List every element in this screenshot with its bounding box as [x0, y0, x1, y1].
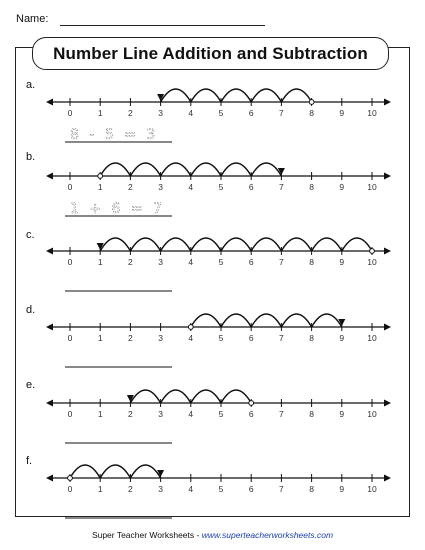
tick-label: 6: [248, 409, 254, 419]
axis-arrow-left: [46, 99, 53, 106]
hop-arc: [161, 89, 191, 102]
axis-arrow-left: [46, 400, 53, 407]
problem-letter: e.: [26, 379, 36, 391]
tick-label: 3: [158, 108, 163, 118]
hop-arc: [281, 238, 311, 251]
tick-label: 3: [158, 484, 163, 494]
tick-label: 1: [97, 182, 103, 192]
tick-label: 2: [128, 108, 133, 118]
tick-label: 8: [309, 333, 314, 343]
tick-label: 4: [188, 333, 194, 343]
tick-label: 0: [67, 409, 73, 419]
tick-label: 4: [188, 108, 194, 118]
tick-label: 4: [188, 257, 194, 267]
tick-label: 3: [158, 182, 163, 192]
tick-label: 2: [128, 257, 133, 267]
axis-arrow-right: [384, 99, 391, 106]
tick-label: 4: [188, 484, 194, 494]
tick-label: 6: [248, 484, 254, 494]
hop-arc: [312, 238, 342, 251]
hop-arc: [161, 163, 191, 176]
tick-label: 9: [339, 409, 345, 419]
footer-text: Super Teacher Worksheets -: [91, 530, 202, 540]
tick-label: 2: [128, 484, 133, 494]
problem-letter: a.: [26, 79, 36, 91]
tick-label: 3: [158, 409, 163, 419]
tick-label: 5: [218, 333, 224, 343]
hop-arc: [130, 390, 160, 403]
axis-arrow-left: [46, 475, 53, 482]
problem-letter: f.: [26, 455, 33, 467]
axis-arrow-right: [384, 324, 391, 331]
tick-label: 6: [248, 182, 254, 192]
tick-label: 10: [367, 108, 377, 118]
tick-label: 6: [248, 108, 254, 118]
hop-arc: [342, 238, 372, 251]
tick-label: 10: [367, 333, 377, 343]
axis-arrow-right: [384, 248, 391, 255]
hop-arc: [100, 163, 130, 176]
tick-label: 10: [367, 409, 377, 419]
hop-arc: [191, 163, 221, 176]
tick-label: 5: [218, 108, 224, 118]
hop-arc: [281, 314, 311, 327]
hop-arc: [161, 238, 191, 251]
hop-arc: [161, 390, 191, 403]
tick-label: 7: [279, 484, 284, 494]
tick-label: 6: [248, 257, 254, 267]
tick-label: 3: [158, 257, 163, 267]
start-dot: [249, 401, 254, 406]
hop-arc: [130, 465, 160, 478]
tick-label: 5: [218, 257, 224, 267]
hop-arc: [221, 314, 251, 327]
hop-arc: [281, 89, 311, 102]
tick-label: 2: [128, 409, 133, 419]
tick-label: 7: [279, 333, 284, 343]
tick-label: 1: [97, 108, 103, 118]
tick-label: 8: [309, 484, 314, 494]
tick-label: 8: [309, 409, 314, 419]
tick-label: 10: [367, 182, 377, 192]
axis-arrow-right: [384, 400, 391, 407]
tick-label: 9: [339, 257, 345, 267]
problem-letter: d.: [26, 304, 36, 316]
hop-arc: [221, 390, 251, 403]
footer: [0, 530, 425, 540]
start-dot: [98, 174, 103, 179]
tick-label: 2: [128, 333, 133, 343]
hop-arc: [221, 89, 251, 102]
hop-arc: [251, 89, 281, 102]
problem-letter: b.: [26, 151, 36, 163]
axis-arrow-left: [46, 248, 53, 255]
start-dot: [188, 325, 193, 330]
tick-label: 1: [97, 409, 103, 419]
tick-label: 7: [279, 182, 284, 192]
worksheet-title: Number Line Addition and Subtraction: [32, 37, 389, 70]
tick-label: 5: [218, 484, 224, 494]
tick-label: 7: [279, 257, 284, 267]
tick-label: 0: [67, 182, 73, 192]
tick-label: 10: [367, 257, 377, 267]
hop-arc: [191, 238, 221, 251]
hop-arc: [100, 238, 130, 251]
tick-label: 4: [188, 409, 194, 419]
tick-label: 2: [128, 182, 133, 192]
tick-label: 1: [97, 333, 103, 343]
tick-label: 1: [97, 484, 103, 494]
tick-label: 7: [279, 409, 284, 419]
tick-label: 4: [188, 182, 194, 192]
hop-arc: [221, 238, 251, 251]
footer-link[interactable]: www.superteacherworksheets.com: [201, 530, 334, 540]
traced-equation: 1 + 6 = 7: [70, 201, 165, 217]
traced-equation: 8 - 5 = 3: [70, 127, 159, 143]
hop-arc: [191, 314, 221, 327]
axis-arrow-left: [46, 173, 53, 180]
tick-label: 1: [97, 257, 103, 267]
start-dot: [309, 100, 314, 105]
hop-arc: [251, 163, 281, 176]
tick-label: 9: [339, 182, 345, 192]
tick-label: 5: [218, 182, 224, 192]
tick-label: 9: [339, 484, 345, 494]
tick-label: 9: [339, 333, 345, 343]
tick-label: 10: [367, 484, 377, 494]
tick-label: 7: [279, 108, 284, 118]
hop-arc: [100, 465, 130, 478]
start-dot: [370, 249, 375, 254]
tick-label: 0: [67, 333, 73, 343]
tick-label: 0: [67, 108, 73, 118]
tick-label: 8: [309, 182, 314, 192]
tick-label: 9: [339, 108, 345, 118]
tick-label: 5: [218, 409, 224, 419]
hop-arc: [130, 163, 160, 176]
tick-label: 3: [158, 333, 163, 343]
hop-arc: [191, 390, 221, 403]
hop-arc: [130, 238, 160, 251]
problem-letter: c.: [26, 229, 35, 241]
hop-arc: [70, 465, 100, 478]
hop-arc: [312, 314, 342, 327]
tick-label: 0: [67, 484, 73, 494]
axis-arrow-right: [384, 173, 391, 180]
axis-arrow-right: [384, 475, 391, 482]
hop-arc: [221, 163, 251, 176]
start-dot: [68, 476, 73, 481]
axis-arrow-left: [46, 324, 53, 331]
tick-label: 6: [248, 333, 254, 343]
tick-label: 0: [67, 257, 73, 267]
hop-arc: [191, 89, 221, 102]
tick-label: 8: [309, 108, 314, 118]
hop-arc: [251, 238, 281, 251]
tick-label: 8: [309, 257, 314, 267]
hop-arc: [251, 314, 281, 327]
name-label: Name:: [16, 13, 49, 25]
